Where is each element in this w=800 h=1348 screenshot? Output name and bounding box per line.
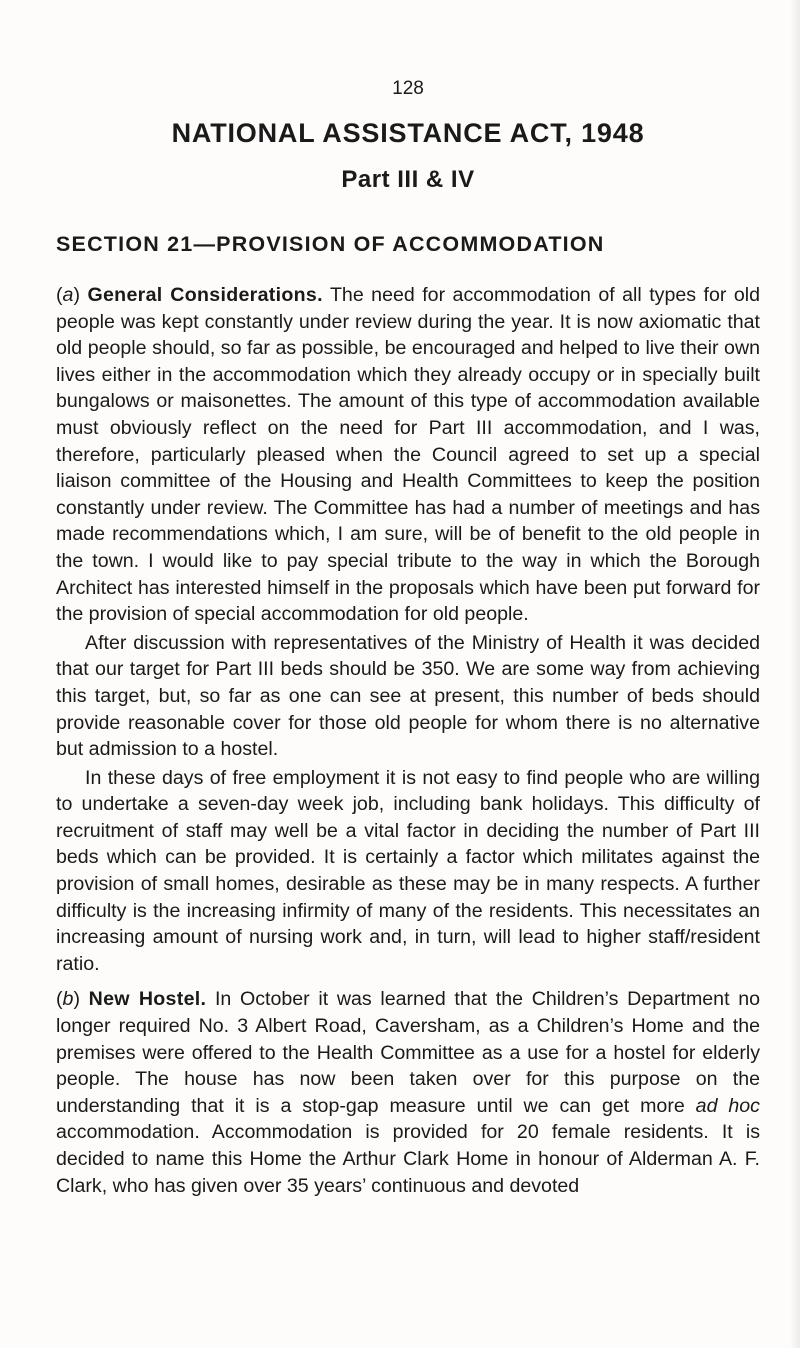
paragraph-heading-general-considerations: General Considerations. [87, 284, 323, 306]
paragraph-new-hostel [56, 986, 760, 1199]
paragraph-heading-new-hostel: New Hostel. [88, 988, 207, 1011]
paragraph-b-text-before: In October it was learned that the Children’s Department no longer required No. 3 Albert Road, Caversham, as a Children’s Home and the premises were offered to the Health Committee as a use for a hostel for elderly people. The house has now been taken over for this purpose on the understanding that it is a stop-gap measure until we can get more [56, 988, 760, 1117]
paragraph-general-considerations [56, 282, 760, 628]
page-number: 128 [392, 78, 424, 99]
paragraph-b-text-after: accommodation. Accommodation is provided for 20 female residents. It is decided to name this Home the Arthur Clark Home in honour of Alderman A. F. Clark, who has given over 35 years’ continuous and devoted [56, 1121, 760, 1197]
scan-edge-shadow [790, 0, 800, 1348]
paragraph-label-b: (b) [56, 988, 80, 1011]
document-subtitle: Part III & IV [341, 166, 475, 193]
paragraph-label-a: (a) [56, 284, 80, 306]
section-heading: SECTION 21—PROVISION OF ACCOMMODATION [56, 232, 605, 256]
paragraph-a-text: The need for accommodation of all types for old people was kept constantly under review during the year. It is now axiomatic that old people should, so far as possible, be encouraged and helped to live their own lives either in the accommodation which they already occupy or in specially built bungalows or maisonettes. The amount of this type of accommodation available must obviously reflect on the need for Part III accommodation, and I was, therefore, particularly pleased when the Council agreed to set up a special liaison committee of the Housing and Health Committees to keep the position constantly under review. The Committee has had a number of meetings and has made recommendations which, I am sure, will be of benefit to the old people in the town. I would like to pay special tribute to the way in which the Borough Architect has interested himself in the proposals which have been put forward for the provision of special accommodation for old people. [56, 284, 760, 626]
paragraph-b-italic-term: ad hoc [695, 1094, 760, 1117]
paragraph-recruitment: In these days of free employment it is not easy to find people who are willing to undertake a seven-day week job, including bank holidays. This difficulty of recruitment of staff may well be a vital factor in deciding the number of Part III beds which can be provided. It is certainly a factor which militates against the provision of small homes, desirable as these may be in many respects. A further difficulty is the increasing infirmity of many of the residents. This necessitates an increasing amount of nursing work and, in turn, will lead to higher staff/resident ratio. [56, 766, 760, 975]
body-text [56, 282, 760, 1199]
paragraph-target-beds: After discussion with representatives of the Ministry of Health it was decided that our target for Part III beds should be 350. We are some way from achieving this target, but, so far as one can see at present, this number of beds should provide reasonable cover for those old people for whom there is no alternative but admission to a hostel. [56, 631, 760, 761]
document-title: NATIONAL ASSISTANCE ACT, 1948 [171, 118, 645, 148]
